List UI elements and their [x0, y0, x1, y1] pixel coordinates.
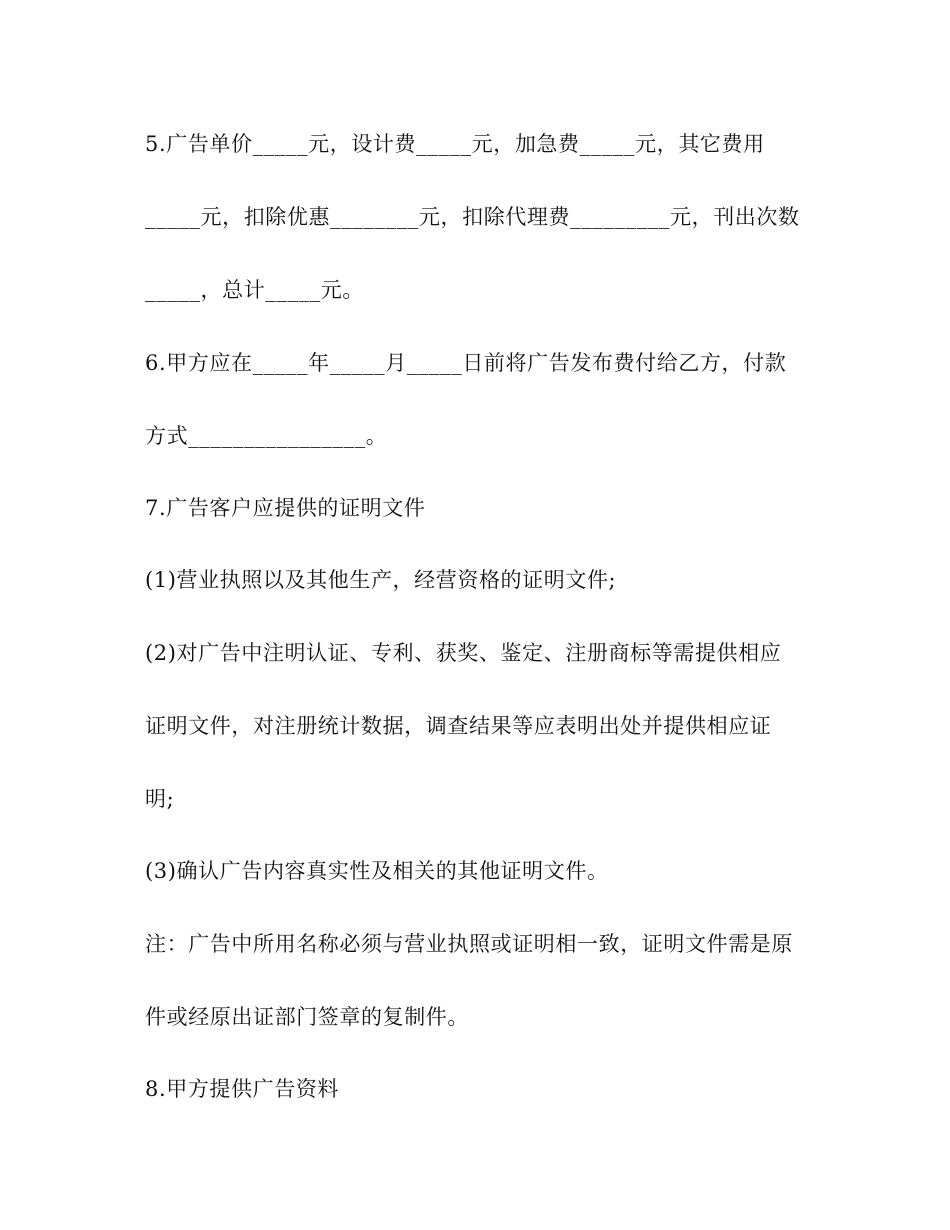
clause-5-line-1: 5.广告单价_____元，设计费_____元，加急费_____元，其它费用	[145, 132, 765, 156]
clause-6-line-2: 方式________________。	[145, 424, 388, 448]
note-line-1: 注：广告中所用名称必须与营业执照或证明相一致，证明文件需是原	[145, 932, 793, 956]
clause-7-item-1: (1)营业执照以及其他生产，经营资格的证明文件;	[145, 568, 617, 592]
clause-6-line-1: 6.甲方应在_____年_____月_____日前将广告发布费付给乙方，付款	[145, 351, 787, 375]
clause-7-item-3: (3)确认广告内容真实性及相关的其他证明文件。	[145, 859, 609, 883]
clause-7-heading: 7.广告客户应提供的证明文件	[145, 496, 426, 520]
clause-7-item-2-line-1: (2)对广告中注明认证、专利、获奖、鉴定、注册商标等需提供相应	[145, 641, 782, 665]
clause-7-item-2-line-2: 证明文件，对注册统计数据，调查结果等应表明出处并提供相应证	[145, 714, 772, 738]
clause-5-line-2: _____元，扣除优惠________元，扣除代理费_________元，刊出次数	[145, 205, 800, 229]
clause-8-heading: 8.甲方提供广告资料	[145, 1077, 340, 1101]
note-line-2: 件或经原出证部门签章的复制件。	[145, 1005, 469, 1029]
clause-7-item-2-line-3: 明;	[145, 787, 175, 811]
clause-5-line-3: _____，总计_____元。	[145, 278, 364, 302]
